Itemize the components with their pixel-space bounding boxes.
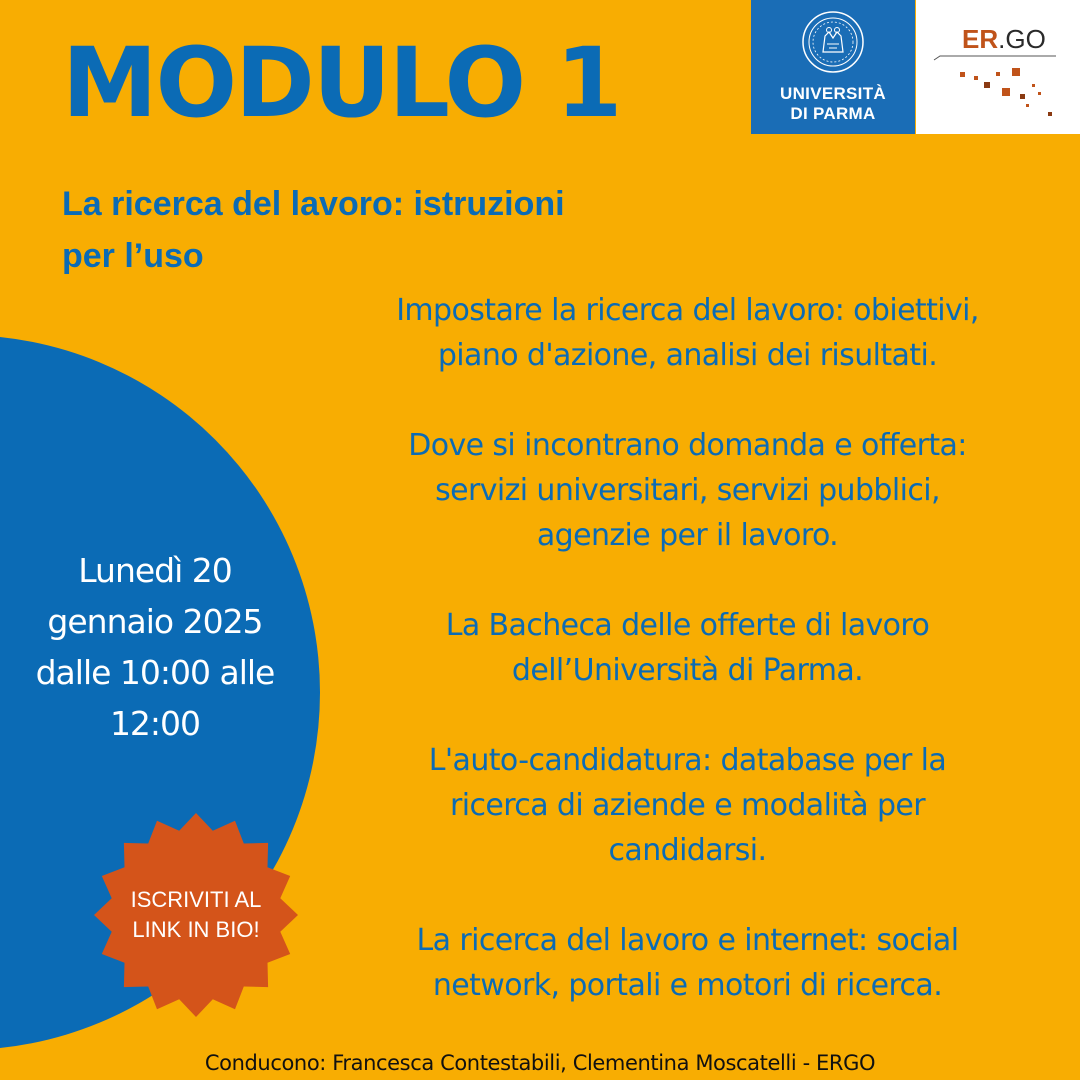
module-subtitle	[62, 178, 662, 282]
topic-item	[315, 603, 1060, 693]
presenters-footer: Conducono: Francesca Contestabili, Clementina Moscatelli - ERGO	[204, 1051, 876, 1075]
subtitle-line: La ricerca del lavoro: istruzioni	[62, 185, 565, 223]
topic-line: agenzie per il lavoro.	[536, 518, 839, 553]
register-badge-text	[93, 812, 299, 1018]
topic-item	[315, 918, 1060, 1008]
page-title: MODULO 1	[62, 27, 621, 139]
topic-line: network, portali e motori di ricerca.	[432, 968, 943, 1003]
university-of-parma-logo	[751, 0, 915, 134]
topic-line: servizi universitari, servizi pubblici,	[435, 473, 940, 508]
topic-item	[315, 423, 1060, 558]
topic-line: ricerca di aziende e modalità per	[450, 788, 925, 823]
event-date-line: dalle 10:00 alle	[35, 653, 275, 692]
register-badge	[93, 812, 299, 1018]
ergo-wordmark-suffix: .GO	[998, 24, 1046, 54]
university-name-line: UNIVERSITÀ	[780, 84, 886, 103]
ergo-squares-icon	[916, 0, 1080, 134]
topic-line: candidarsi.	[608, 833, 767, 868]
university-seal-icon	[801, 8, 865, 78]
event-date-line: gennaio 2025	[47, 602, 263, 641]
topic-line: dell’Università di Parma.	[511, 653, 864, 688]
subtitle-line: per l’uso	[62, 237, 204, 275]
register-badge-line: ISCRIVITI AL	[130, 887, 262, 912]
event-date-line: 12:00	[109, 704, 201, 743]
event-date-line: Lunedì 20	[78, 551, 232, 590]
event-date	[0, 545, 310, 749]
ergo-wordmark-prefix: ER	[962, 24, 999, 54]
topic-line: Dove si incontrano domanda e offerta:	[408, 428, 967, 463]
topic-line: La ricerca del lavoro e internet: social	[416, 923, 959, 958]
ergo-logo	[916, 0, 1080, 134]
topics-list	[315, 288, 1060, 1053]
topic-line: piano d'azione, analisi dei risultati.	[437, 338, 938, 373]
register-badge-line: LINK IN BIO!	[132, 917, 260, 942]
university-name-line: DI PARMA	[790, 104, 876, 123]
topic-item	[315, 288, 1060, 378]
university-name	[751, 84, 915, 124]
topic-item	[315, 738, 1060, 873]
topic-line: L'auto-candidatura: database per la	[428, 743, 947, 778]
topic-line: La Bacheca delle offerte di lavoro	[445, 608, 930, 643]
topic-line: Impostare la ricerca del lavoro: obiettivi,	[396, 293, 979, 328]
